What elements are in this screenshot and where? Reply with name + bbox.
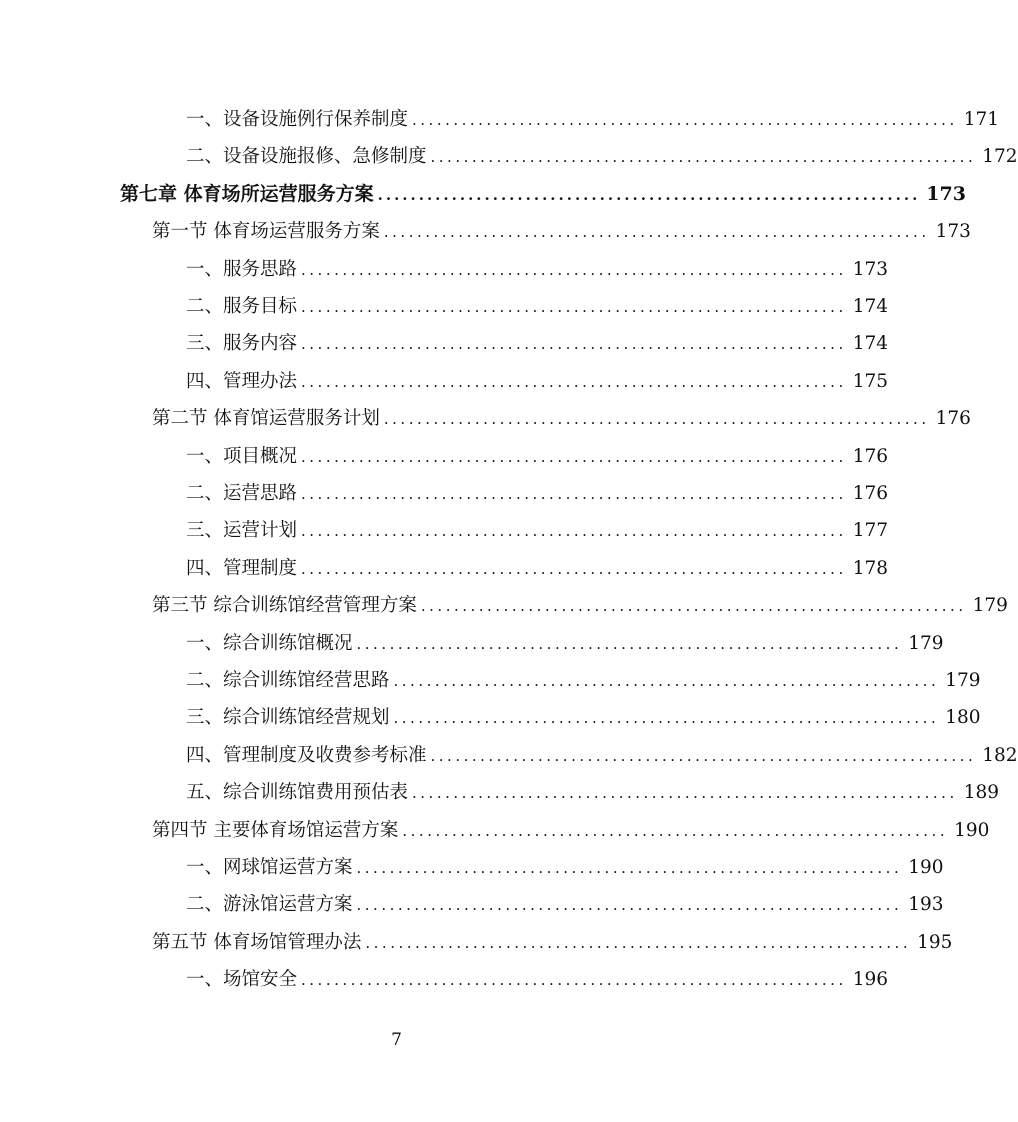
toc-entry-title: 四、管理制度及收费参考标准 — [186, 744, 427, 766]
toc-entry-page: 179 — [972, 595, 1008, 617]
toc-entry-page: 174 — [852, 296, 889, 317]
toc-entry-page: 179 — [908, 632, 944, 654]
toc-entry-page: 173 — [926, 182, 966, 205]
toc-entry[interactable] — [186, 699, 981, 736]
toc-entry[interactable] — [186, 774, 1000, 811]
toc-entry[interactable] — [152, 924, 953, 961]
dot-leader: .................................................................. — [301, 298, 847, 316]
toc-entry-title: 二、综合训练馆经营思路 — [186, 670, 390, 691]
toc-entry[interactable] — [186, 475, 889, 512]
toc-entry-page: 175 — [852, 370, 889, 392]
toc-entry[interactable] — [186, 363, 889, 400]
toc-entry-title: 第五节 体育场馆管理办法 — [152, 931, 362, 953]
dot-leader: .................................................................. — [412, 111, 958, 129]
toc-entry[interactable] — [152, 587, 1008, 624]
toc-entry[interactable] — [186, 512, 889, 549]
dot-leader: .................................................................. — [383, 223, 930, 242]
toc-entry-page: 171 — [963, 109, 1000, 130]
toc-entry[interactable] — [152, 213, 971, 250]
toc-entry-page: 176 — [852, 445, 889, 467]
toc-entry[interactable] — [152, 400, 971, 437]
dot-leader: .................................................................. — [301, 260, 847, 279]
toc-entry[interactable] — [186, 101, 1000, 138]
toc-entry-title: 第二节 体育馆运营服务计划 — [152, 408, 380, 430]
toc-entry-page: 180 — [945, 707, 981, 729]
toc-entry[interactable] — [120, 176, 966, 213]
toc-entry-title: 一、综合训练馆概况 — [186, 632, 353, 654]
toc-entry[interactable] — [186, 251, 889, 288]
dot-leader: .................................................................. — [365, 933, 912, 952]
dot-leader: .................................................................. — [383, 410, 930, 429]
dot-leader: .................................................................. — [356, 859, 903, 877]
toc-entry[interactable] — [186, 438, 889, 475]
dot-leader: .................................................................. — [420, 597, 967, 616]
toc-entry-page: 174 — [852, 333, 889, 355]
dot-leader: .................................................................. — [430, 746, 977, 765]
dot-leader: .................................................................. — [402, 821, 949, 840]
dot-leader: .................................................................. — [301, 447, 847, 466]
toc-entry-page: 172 — [982, 146, 1018, 168]
toc-entry-title: 一、项目概况 — [186, 445, 298, 467]
dot-leader: .................................................................. — [356, 896, 903, 915]
dot-leader: .................................................................. — [393, 709, 940, 728]
toc-entry-page: 195 — [917, 931, 953, 953]
toc-entry[interactable] — [186, 961, 889, 998]
toc-entry[interactable] — [186, 288, 889, 325]
toc-entry-page: 190 — [908, 857, 944, 878]
toc-entry-page: 178 — [852, 557, 889, 579]
toc-entry-title: 二、设备设施报修、急修制度 — [186, 146, 427, 168]
toc-entry-title: 四、管理办法 — [186, 370, 298, 392]
toc-entry-title: 二、运营思路 — [186, 483, 298, 504]
dot-leader: .................................................................. — [412, 784, 958, 803]
toc-entry-page: 173 — [935, 221, 971, 243]
toc-entry-title: 第四节 主要体育场馆运营方案 — [152, 819, 399, 841]
dot-leader: .................................................................. — [356, 634, 903, 653]
dot-leader: .................................................................. — [301, 372, 847, 391]
dot-leader: .................................................................. — [301, 485, 847, 503]
toc-entry-title: 四、管理制度 — [186, 557, 298, 579]
toc-entry[interactable] — [186, 625, 944, 662]
toc-entry-title: 二、游泳馆运营方案 — [186, 894, 353, 916]
toc-entry[interactable] — [152, 812, 990, 849]
page-number: 7 — [391, 1030, 402, 1050]
toc-entry[interactable] — [186, 737, 1018, 774]
toc-entry-page: 179 — [945, 670, 981, 691]
toc-entry-page: 173 — [852, 258, 889, 280]
toc-entry-title: 二、服务目标 — [186, 296, 298, 317]
toc-entry-title: 第一节 体育场运营服务方案 — [152, 221, 380, 243]
toc-entry-page: 176 — [852, 483, 889, 504]
dot-leader: .................................................................. — [301, 559, 847, 578]
toc-entry-page: 176 — [935, 408, 971, 430]
toc-entry-title: 一、场馆安全 — [186, 969, 298, 991]
toc-entry-title: 第三节 综合训练馆经营管理方案 — [152, 595, 417, 617]
toc-entry-page: 193 — [908, 894, 944, 916]
toc-entry[interactable] — [186, 138, 1018, 175]
toc-entry-page: 177 — [852, 520, 889, 542]
toc-entry-title: 第七章 体育场所运营服务方案 — [120, 182, 374, 205]
toc-entry-page: 189 — [963, 782, 1000, 804]
dot-leader: .................................................................. — [393, 672, 940, 690]
toc-entry-title: 一、网球馆运营方案 — [186, 857, 353, 878]
dot-leader: .................................................................. — [301, 971, 847, 990]
dot-leader: .................................................................. — [301, 335, 847, 354]
toc-entry-title: 一、设备设施例行保养制度 — [186, 109, 409, 130]
toc-entry-title: 一、服务思路 — [186, 258, 298, 280]
toc-entry[interactable] — [186, 550, 889, 587]
toc-entry-page: 182 — [982, 744, 1018, 766]
toc-entry[interactable] — [186, 662, 981, 699]
toc-entry-title: 三、综合训练馆经营规划 — [186, 707, 390, 729]
toc-entry-page: 190 — [954, 819, 990, 841]
dot-leader: .................................................................. — [377, 185, 921, 204]
dot-leader: .................................................................. — [430, 148, 977, 167]
dot-leader: .................................................................. — [301, 522, 847, 541]
toc-entry-page: 196 — [852, 969, 889, 991]
toc-entry-title: 三、运营计划 — [186, 520, 298, 542]
toc-entry-title: 三、服务内容 — [186, 333, 298, 355]
toc-entry[interactable] — [186, 849, 944, 886]
toc-entry-title: 五、综合训练馆费用预估表 — [186, 782, 409, 804]
toc-entry[interactable] — [186, 886, 944, 923]
toc-entry[interactable] — [186, 325, 889, 362]
